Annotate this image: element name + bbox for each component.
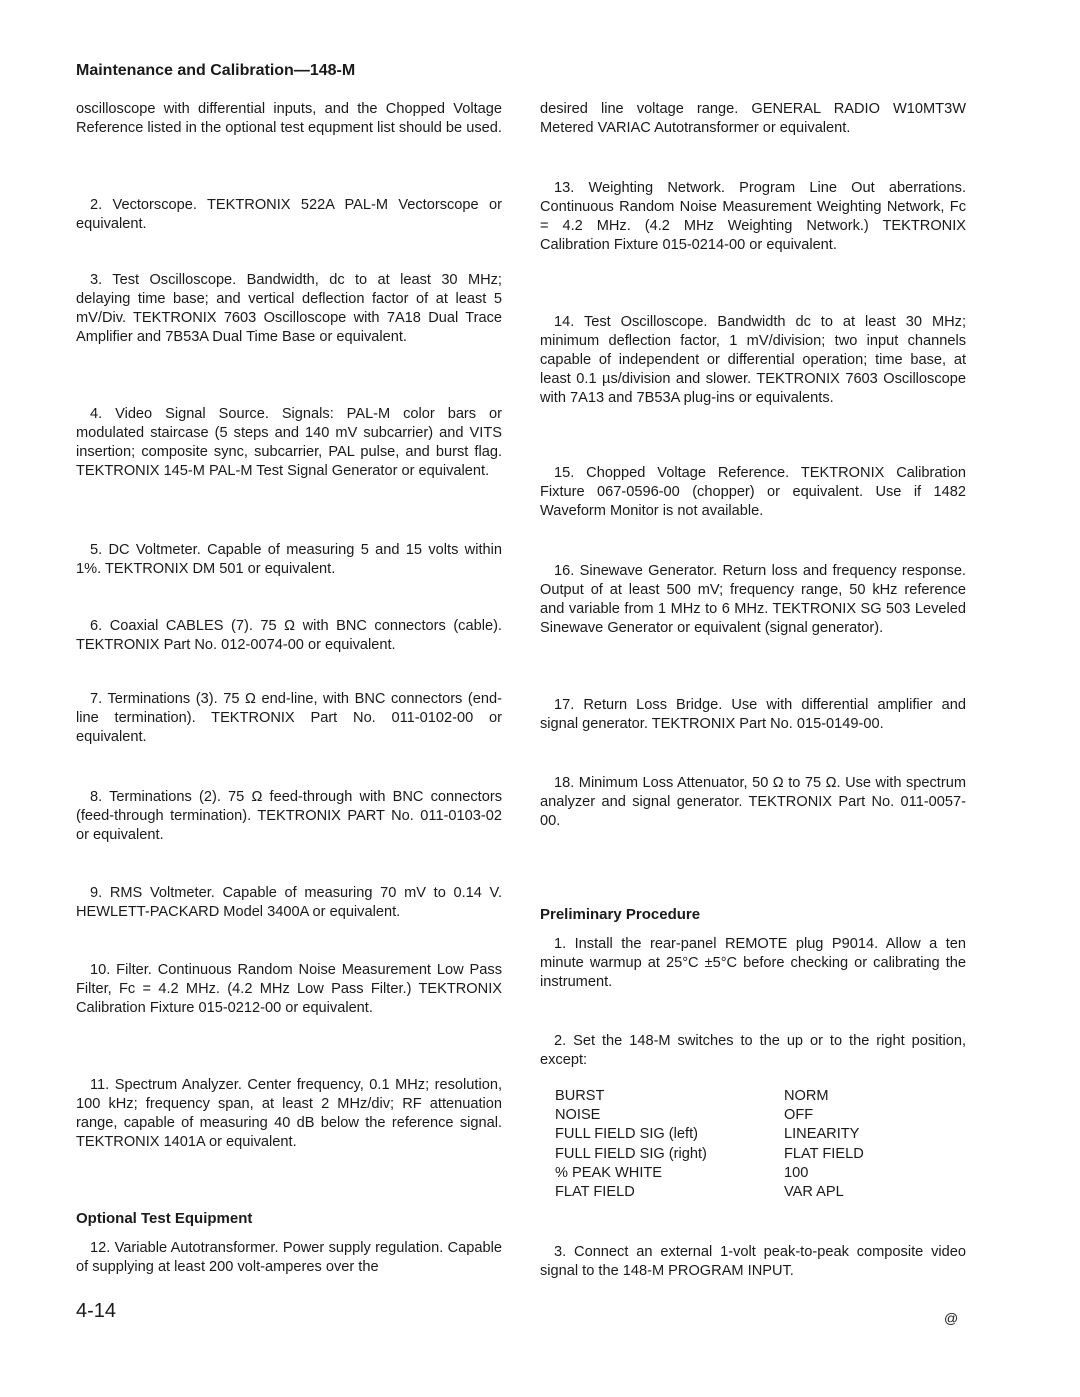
item-3: 3. Test Oscilloscope. Bandwidth, dc to at least 30 MHz; delaying time base; and vertical deflection factor of at least 5 mV/Div. TEKTRONIX 7603 Oscilloscope with 7A18 Dual Trace Amplifier and 7B53A Dual Time Base or equivalent. [76, 272, 502, 345]
page-number: 4-14 [76, 1300, 117, 1322]
item-14: 14. Test Oscilloscope. Bandwidth dc to at least 30 MHz; minimum deflection factor, 1 mV/division; two input channels capable of independent or differential operation; time base, at least 0.1 µs/division and slower. TEKTRONIX 7603 Oscilloscope with 7A13 and 7B53A plug-ins or equivalents. [540, 314, 966, 406]
item-13: 13. Weighting Network. Program Line Out aberrations. Continuous Random Noise Measurement Weighting Network, Fc = 4.2 MHz. (4.2 MHz Weighting Network.) TEKTRONIX Calibration Fixture 015-0214-00 or equivalent. [540, 180, 966, 253]
item-4: 4. Video Signal Source. Signals: PAL-M color bars or modulated staircase (5 steps and 140 mV subcarrier) and VITS insertion; composite sync, subcarrier, PAL pulse, and burst flag. TEKTRONIX 145-M PAL-M Test Signal Generator or equivalent. [76, 406, 502, 479]
switch-name: FULL FIELD SIG (right) [555, 1145, 707, 1162]
item-18: 18. Minimum Loss Attenuator, 50 Ω to 75 Ω. Use with spectrum analyzer and signal generator. TEKTRONIX Part No. 011-0057-00. [540, 775, 966, 829]
switch-name: FLAT FIELD [555, 1184, 635, 1201]
switch-setting: LINEARITY [784, 1126, 860, 1143]
paragraph-continued: oscilloscope with differential inputs, and the Chopped Voltage Reference listed in the optional test equpment list should be used. [76, 101, 502, 136]
item-2: 2. Vectorscope. TEKTRONIX 522A PAL-M Vectorscope or equivalent. [76, 197, 502, 232]
table-row [555, 1106, 864, 1125]
switch-setting: 100 [784, 1164, 809, 1181]
switch-settings-table [555, 1087, 864, 1202]
switch-name: BURST [555, 1088, 605, 1104]
table-row [555, 1145, 864, 1164]
optional-equipment-heading: Optional Test Equipment [76, 1210, 253, 1227]
step-3: 3. Connect an external 1-volt peak-to-peak composite video signal to the 148-M PROGRAM INPUT. [540, 1244, 966, 1279]
table-row [555, 1183, 864, 1202]
item-7: 7. Terminations (3). 75 Ω end-line, with BNC connectors (end-line termination). TEKTRONIX Part No. 011-0102-00 or equivalent. [76, 691, 502, 745]
item-12: 12. Variable Autotransformer. Power supply regulation. Capable of supplying at least 200 volt-amperes over the [76, 1240, 502, 1275]
step-2: 2. Set the 148-M switches to the up or to the right position, except: [540, 1033, 966, 1068]
page-header: Maintenance and Calibration—148-M [76, 62, 356, 79]
switch-setting: FLAT FIELD [784, 1145, 864, 1162]
item-10: 10. Filter. Continuous Random Noise Measurement Low Pass Filter, Fc = 4.2 MHz. (4.2 MHz Low Pass Filter.) TEKTRONIX Calibration Fixture 015-0212-00 or equivalent. [76, 962, 502, 1016]
table-row [555, 1164, 864, 1183]
switch-name: % PEAK WHITE [555, 1164, 663, 1181]
item-5: 5. DC Voltmeter. Capable of measuring 5 and 15 volts within 1%. TEKTRONIX DM 501 or equivalent. [76, 542, 502, 577]
switch-setting: NORM [784, 1088, 829, 1104]
item-15: 15. Chopped Voltage Reference. TEKTRONIX Calibration Fixture 067-0596-00 (chopper) or equivalent. Use if 1482 Waveform Monitor is not available. [540, 465, 966, 519]
item-16: 16. Sinewave Generator. Return loss and frequency response. Output of at least 500 mV; frequency range, 50 kHz reference and variable from 1 MHz to 6 MHz. TEKTRONIX SG 503 Leveled Sinewave Generator or equivalent (signal generator). [540, 563, 966, 636]
item-11: 11. Spectrum Analyzer. Center frequency, 0.1 MHz; resolution, 100 kHz; frequency span, at least 2 MHz/div; RF attenuation range, capable of measuring 40 dB below the reference signal. TEKTRONIX 1401A or equivalent. [76, 1077, 502, 1150]
table-row [555, 1125, 864, 1144]
switch-name: NOISE [555, 1107, 601, 1124]
item-17: 17. Return Loss Bridge. Use with differential amplifier and signal generator. TEKTRONIX Part No. 015-0149-00. [540, 697, 966, 732]
table-row [555, 1087, 864, 1106]
switch-name: FULL FIELD SIG (left) [555, 1126, 698, 1143]
switch-setting: OFF [784, 1107, 814, 1124]
switch-setting: VAR APL [784, 1184, 844, 1201]
preliminary-procedure-heading: Preliminary Procedure [540, 906, 701, 923]
item-8: 8. Terminations (2). 75 Ω feed-through with BNC connectors (feed-through termination). TEKTRONIX PART No. 011-0103-02 or equivalent. [76, 789, 502, 843]
item-6: 6. Coaxial CABLES (7). 75 Ω with BNC connectors (cable). TEKTRONIX Part No. 012-0074-00 or equivalent. [76, 618, 502, 653]
step-1: 1. Install the rear-panel REMOTE plug P9014. Allow a ten minute warmup at 25°C ±5°C before checking or calibrating the instrument. [540, 936, 966, 990]
item-9: 9. RMS Voltmeter. Capable of measuring 70 mV to 0.14 V. HEWLETT-PACKARD Model 3400A or equivalent. [76, 885, 502, 920]
footer-mark: @ [944, 1310, 959, 1326]
paragraph-continued-right: desired line voltage range. GENERAL RADIO W10MT3W Metered VARIAC Autotransformer or equivalent. [540, 101, 966, 136]
